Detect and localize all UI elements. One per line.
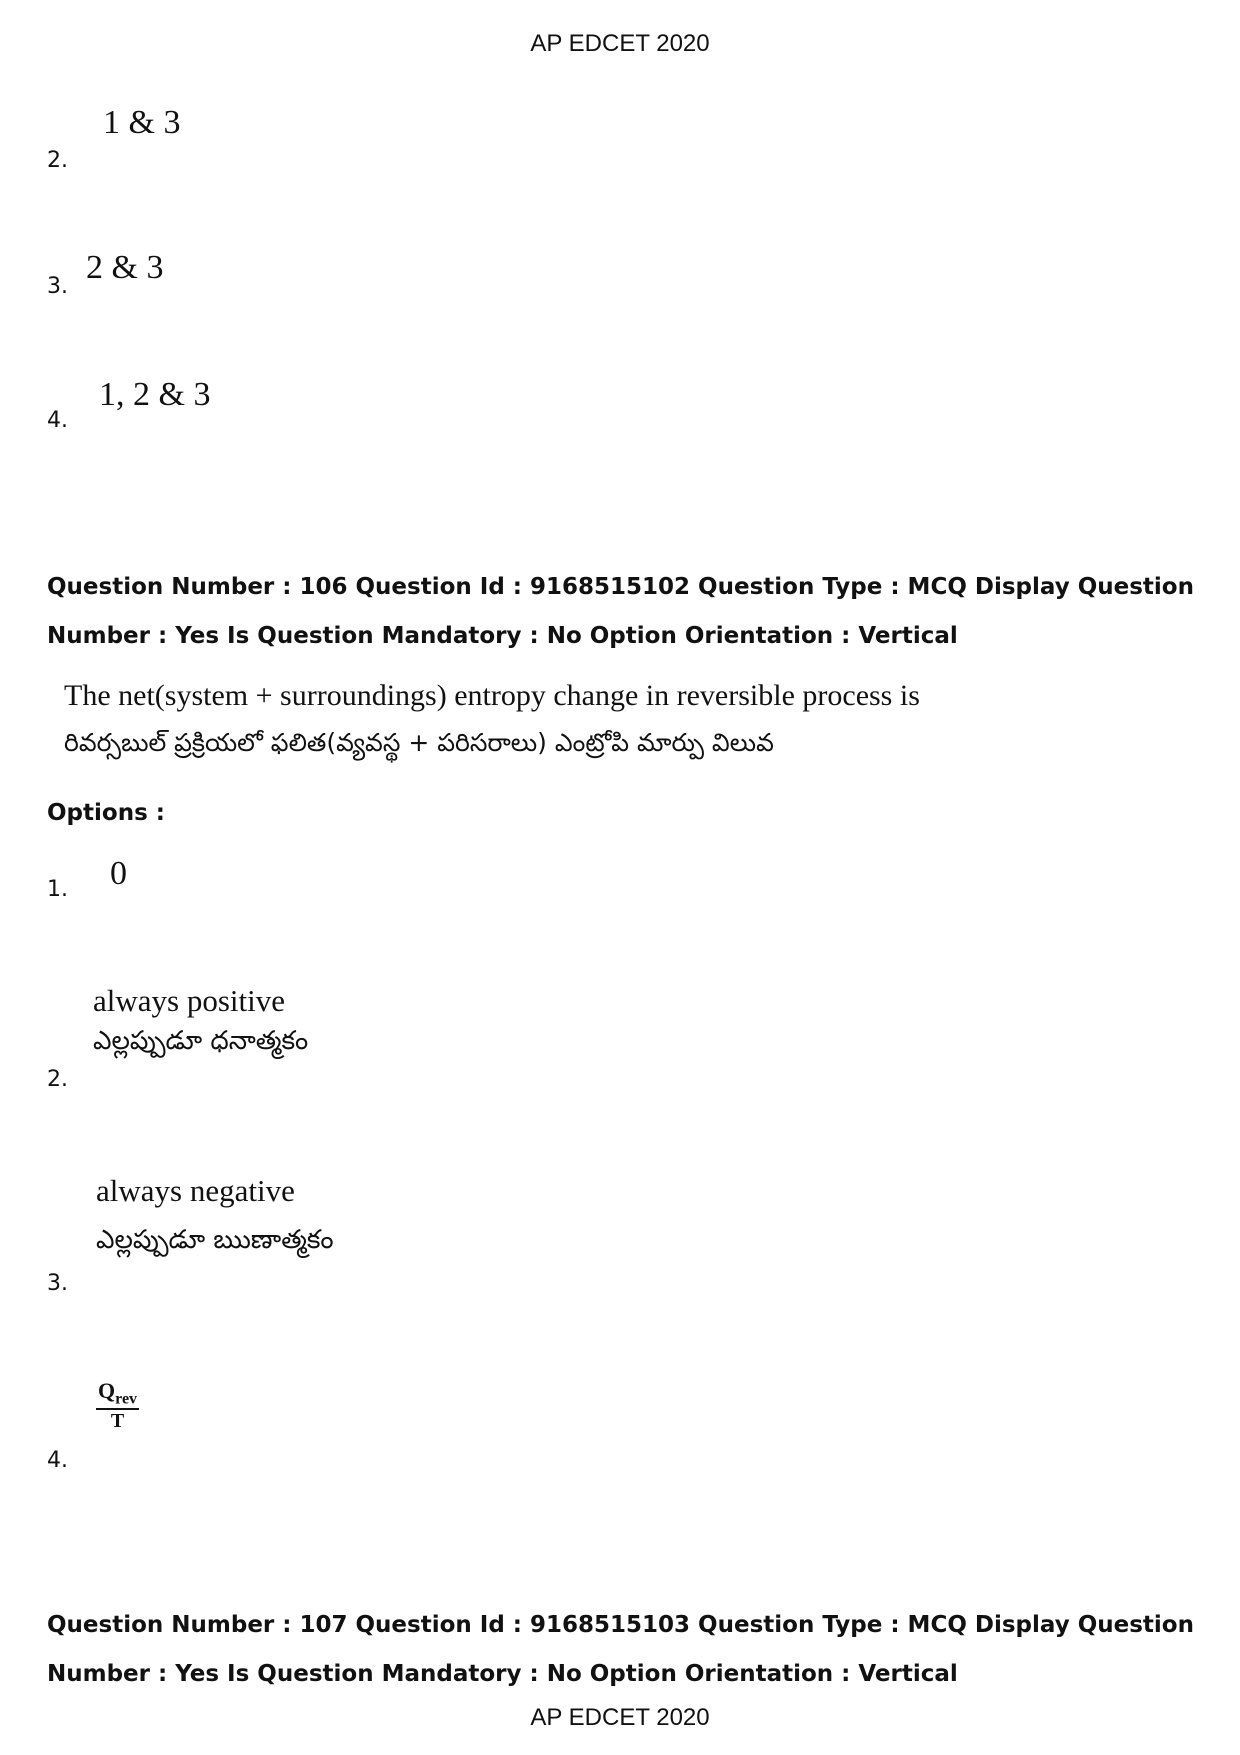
question-106-text-telugu: రివర్సబుల్ ప్రక్రియలో ఫలిత(వ్యవస్థ + పరిసరాలు) ఎంట్రోపి మార్పు విలువ xyxy=(64,728,774,757)
question-106-text-english: The net(system + surroundings) entropy change in reversible process is xyxy=(64,679,920,712)
fraction-denominator: T xyxy=(110,1410,125,1433)
option-2-text-english: always positive xyxy=(93,983,285,1018)
page-header: AP EDCET 2020 xyxy=(530,30,710,57)
option-3-text-english: always negative xyxy=(96,1173,295,1208)
option-4-number: 4. xyxy=(47,1448,68,1473)
question-106-meta-line1: Question Number : 106 Question Id : 9168515102 Question Type : MCQ Display Question xyxy=(47,574,1194,600)
options-label: Options : xyxy=(47,800,165,826)
prev-option-2-text: 1 & 3 xyxy=(103,104,181,141)
fraction-numerator-subscript: rev xyxy=(115,1390,138,1408)
option-3-number: 3. xyxy=(47,1271,68,1296)
prev-option-3-text: 2 & 3 xyxy=(86,249,164,286)
option-3-text-telugu: ఎల్లప్పుడూ ఋణాత్మకం xyxy=(96,1225,334,1255)
option-1-text: 0 xyxy=(110,855,127,892)
option-1-number: 1. xyxy=(47,877,68,902)
prev-option-3-number: 3. xyxy=(47,274,68,299)
option-4-fraction xyxy=(96,1378,139,1433)
page-footer: AP EDCET 2020 xyxy=(530,1704,710,1731)
prev-option-4-number: 4. xyxy=(47,408,68,433)
question-107-meta-line1: Question Number : 107 Question Id : 9168515103 Question Type : MCQ Display Question xyxy=(47,1612,1194,1638)
fraction-numerator: Q xyxy=(98,1378,116,1403)
option-2-number: 2. xyxy=(47,1067,68,1092)
question-107-meta-line2: Number : Yes Is Question Mandatory : No Option Orientation : Vertical xyxy=(47,1661,958,1687)
prev-option-2-number: 2. xyxy=(47,148,68,173)
option-2-text-telugu: ఎల్లప్పుడూ ధనాత్మకం xyxy=(93,1026,309,1056)
question-106-meta-line2: Number : Yes Is Question Mandatory : No Option Orientation : Vertical xyxy=(47,623,958,649)
prev-option-4-text: 1, 2 & 3 xyxy=(99,376,211,413)
